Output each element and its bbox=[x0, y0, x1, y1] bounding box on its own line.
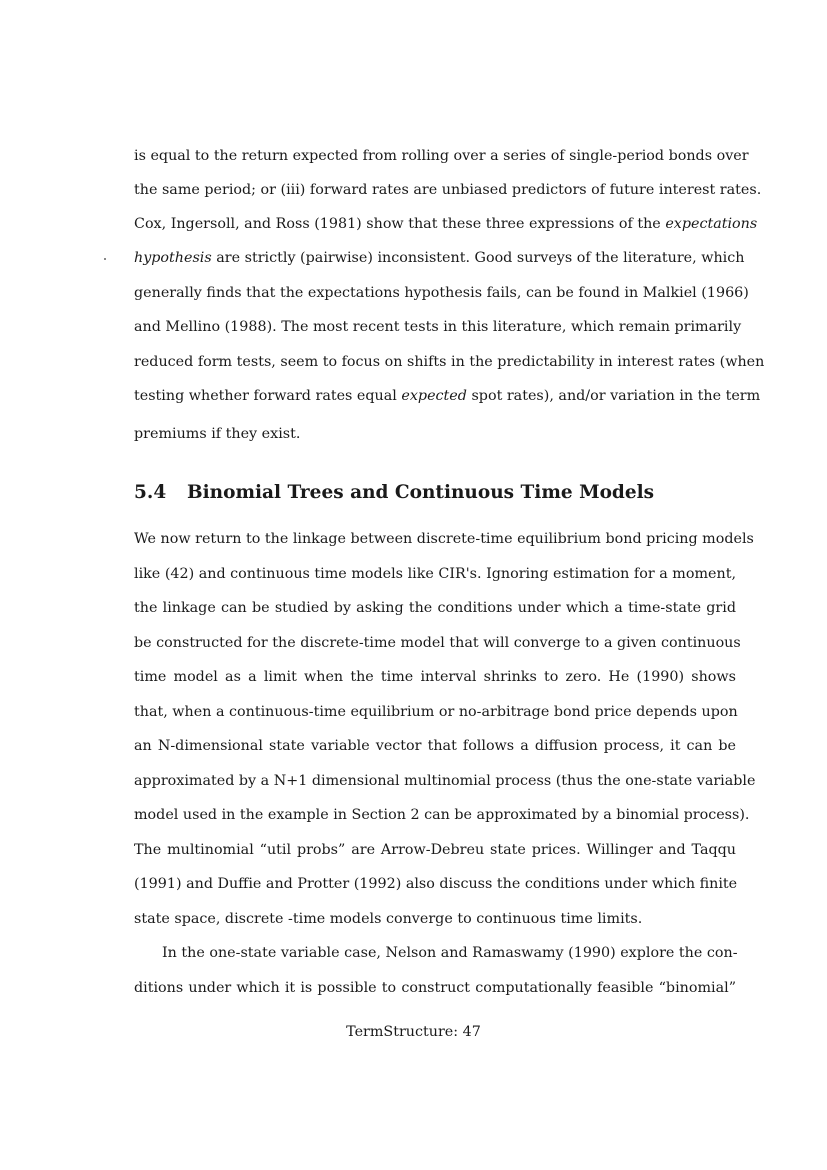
text-line: generally finds that the expectations hypothesis fails, can be found in Malkiel (1966) bbox=[134, 285, 749, 301]
text-line: and Mellino (1988). The most recent tests in this literature, which remain primarily bbox=[134, 319, 742, 335]
text-line: approximated by a N+1 dimensional multinomial process (thus the one-state variable bbox=[134, 773, 756, 789]
section-heading bbox=[134, 480, 654, 506]
text-line: ditions under which it is possible to construct computationally feasible “binomial” bbox=[134, 980, 736, 996]
text-line bbox=[134, 248, 745, 268]
page-footer: TermStructure: 47 bbox=[346, 1024, 481, 1040]
text-line bbox=[134, 214, 758, 234]
text-line: model used in the example in Section 2 can be approximated by a binomial process). bbox=[134, 807, 750, 823]
text-line: In the one-state variable case, Nelson and Ramaswamy (1990) explore the con- bbox=[162, 945, 738, 961]
text-span: spot rates), and/or variation in the term bbox=[466, 388, 761, 404]
text-line: premiums if they exist. bbox=[134, 426, 301, 442]
text-line: be constructed for the discrete-time model that will converge to a given continuous bbox=[134, 635, 741, 651]
text-line bbox=[134, 386, 761, 406]
text-line: the same period; or (iii) forward rates are unbiased predictors of future interest rates. bbox=[134, 182, 762, 198]
text-line: reduced form tests, seem to focus on shifts in the predictability in interest rates (when bbox=[134, 354, 765, 370]
text-span: testing whether forward rates equal bbox=[134, 388, 402, 404]
text-line: like (42) and continuous time models like CIR's. Ignoring estimation for a moment, bbox=[134, 566, 736, 582]
emphasis-text: expectations bbox=[665, 216, 758, 232]
text-line: time model as a limit when the time interval shrinks to zero. He (1990) shows bbox=[134, 669, 736, 685]
text-line: that, when a continuous-time equilibrium or no-arbitrage bond price depends upon bbox=[134, 704, 738, 720]
emphasis-text: expected bbox=[401, 388, 467, 404]
text-line: (1991) and Duffie and Protter (1992) also discuss the conditions under which finite bbox=[134, 876, 738, 892]
emphasis-text: hypothesis bbox=[134, 250, 212, 266]
text-span: are strictly (pairwise) inconsistent. Good surveys of the literature, which bbox=[211, 250, 745, 266]
text-line: The multinomial “util probs” are Arrow-Debreu state prices. Willinger and Taqqu bbox=[134, 842, 736, 858]
text-line: state space, discrete -time models converge to continuous time limits. bbox=[134, 911, 643, 927]
margin-mark bbox=[104, 258, 106, 260]
text-line: an N-dimensional state variable vector that follows a diffusion process, it can be bbox=[134, 738, 736, 754]
text-span: Cox, Ingersoll, and Ross (1981) show that these three expressions of the bbox=[134, 216, 666, 232]
text-line: is equal to the return expected from rolling over a series of single-period bonds over bbox=[134, 148, 749, 164]
section-number: 5.4 bbox=[134, 482, 167, 503]
section-title: Binomial Trees and Continuous Time Models bbox=[187, 482, 655, 503]
text-line: the linkage can be studied by asking the conditions under which a time-state grid bbox=[134, 600, 736, 616]
text-line: We now return to the linkage between discrete-time equilibrium bond pricing models bbox=[134, 531, 754, 547]
